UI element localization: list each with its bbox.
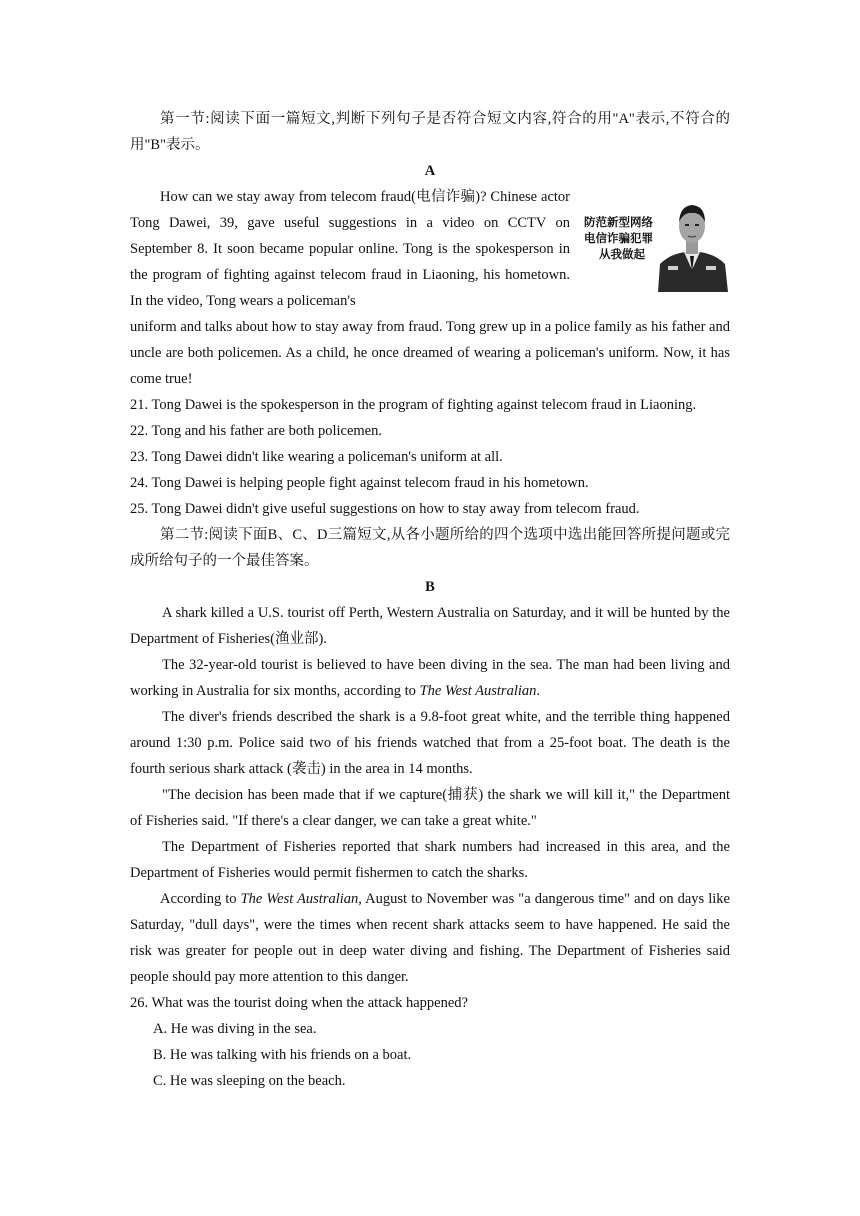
passage-a-paragraph-1: How can we stay away from telecom fraud(电信诈骗)? Chinese actor Tong Dawei, 39, gave useful suggestions in a video on CCTV on September 8. It soon became popular online. Tong is the spokesperson in the program of fighting against telecom fraud in Liaoning, his hometown. In the video, Tong wears a policeman's: [130, 189, 570, 309]
passage-b-heading: B: [425, 579, 435, 595]
passage-b-paragraph-6: [130, 886, 730, 990]
passage-a-heading: A: [424, 163, 436, 179]
paragraph-6-start: According to: [160, 891, 241, 907]
passage-b-paragraph-2: [130, 652, 730, 704]
question-26-option-a: A. He was diving in the sea.: [153, 1021, 317, 1037]
question-22: 22. Tong and his father are both policemen.: [130, 423, 382, 439]
paragraph-6-text: , August to November was "a dangerous time" and on days like Saturday, "dull days", were the times when recent shark attacks seem to have happened. He said the risk was greater for people out in deep water diving and fishing. The Department of Fisheries said people should pay more attention to this danger.: [130, 891, 730, 985]
paragraph-2-text: The 32-year-old tourist is believed to have been diving in the sea. The man had been living and working in Australia for six months, according to: [130, 657, 730, 699]
passage-b-paragraph-4: "The decision has been made that if we capture(捕获) the shark we will kill it," the Department of Fisheries said. "If there's a clear danger, we can take a great white.": [130, 787, 730, 829]
question-23: 23. Tong Dawei didn't like wearing a policeman's uniform at all.: [130, 449, 503, 465]
passage-b-paragraph-1: A shark killed a U.S. tourist off Perth, Western Australia on Saturday, and it will be hunted by the Department of Fisheries(渔业部).: [130, 605, 730, 647]
section2-instruction: 第二节:阅读下面B、C、D三篇短文,从各小题所给的四个选项中选出能回答所提问题或完成所给句子的一个最佳答案。: [130, 527, 730, 569]
passage-a: [130, 184, 730, 314]
anti-fraud-poster-image: [580, 192, 730, 292]
poster-slogan-line-1: 防范新型网络: [584, 215, 653, 229]
newspaper-name: The West Australian: [419, 683, 537, 699]
question-26-option-b: B. He was talking with his friends on a boat.: [153, 1047, 412, 1063]
poster-slogan: [584, 214, 653, 262]
newspaper-name-2: The West Australian: [240, 891, 359, 907]
question-25: 25. Tong Dawei didn't give useful suggestions on how to stay away from telecom fraud.: [130, 501, 640, 517]
question-24: 24. Tong Dawei is helping people fight against telecom fraud in his hometown.: [130, 475, 589, 491]
passage-b-paragraph-3: The diver's friends described the shark is a 9.8-foot great white, and the terrible thing happened around 1:30 p.m. Police said two of his friends watched that from a 25-foot boat. The death is the fourth serious shark attack (袭击) in the area in 14 months.: [130, 709, 730, 777]
question-26: 26. What was the tourist doing when the attack happened?: [130, 995, 468, 1011]
question-26-option-c: C. He was sleeping on the beach.: [153, 1073, 346, 1089]
document-page: [130, 106, 730, 1094]
true-false-questions: [130, 392, 730, 522]
passage-a-paragraph-2: uniform and talks about how to stay away from fraud. Tong grew up in a police family as his father and uncle are both policemen. As a child, he once dreamed of wearing a policeman's uniform. Now, it has come true!: [130, 319, 730, 387]
poster-slogan-line-2: 电信诈骗犯罪: [584, 231, 653, 245]
paragraph-2-end: .: [536, 683, 541, 699]
section1-instruction: 第一节:阅读下面一篇短文,判断下列句子是否符合短文内容,符合的用"A"表示,不符合的用"B"表示。: [130, 111, 730, 153]
poster-slogan-line-3: 从我做起: [599, 247, 645, 261]
question-21: 21. Tong Dawei is the spokesperson in the program of fighting against telecom fraud in Liaoning.: [130, 397, 697, 413]
passage-b-paragraph-5: The Department of Fisheries reported that shark numbers had increased in this area, and the Department of Fisheries would permit fishermen to catch the sharks.: [130, 839, 730, 881]
